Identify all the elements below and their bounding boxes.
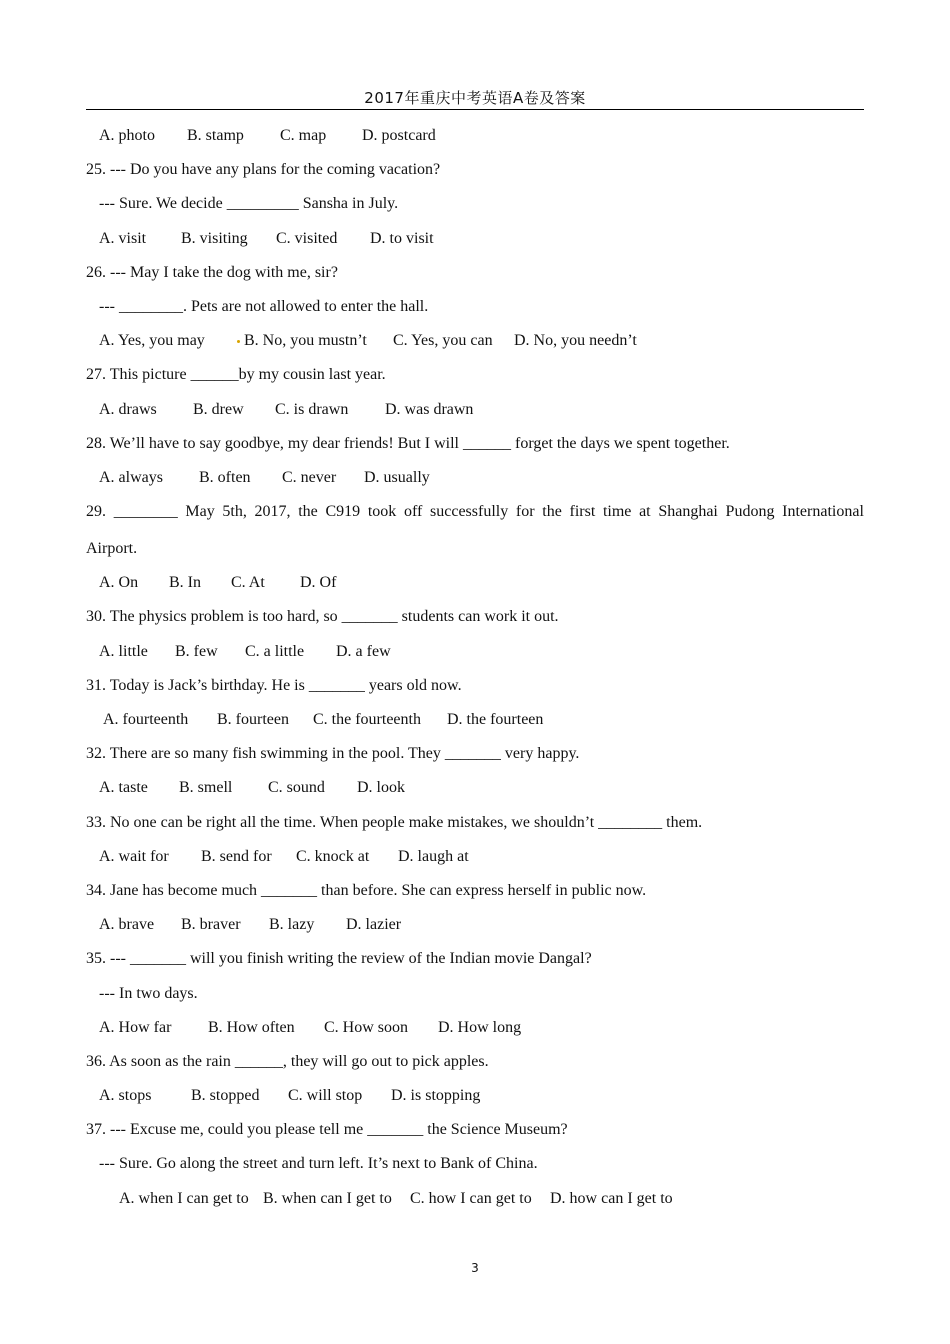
word: Pudong	[725, 503, 775, 521]
options-q33	[86, 846, 864, 880]
question-36: 36. As soon as the rain ______, they will go out to pick apples.	[86, 1052, 489, 1070]
option: D. is stopping	[391, 1087, 481, 1105]
option: B. stopped	[191, 1087, 260, 1105]
option: A. taste	[99, 779, 148, 797]
question-30: 30. The physics problem is too hard, so _______ students can work it out.	[86, 608, 559, 626]
option: D. a few	[336, 642, 391, 660]
option: B. How often	[208, 1018, 295, 1036]
word: 5th,	[222, 503, 247, 521]
option: B. often	[199, 468, 251, 486]
word: International	[782, 503, 864, 521]
options-q32	[86, 777, 864, 811]
option: C. a little	[245, 642, 305, 660]
question-35-answer-line: --- In two days.	[99, 984, 198, 1002]
option: D. usually	[364, 468, 430, 486]
option: B. smell	[179, 779, 233, 797]
word: first	[569, 503, 596, 521]
word: May	[185, 503, 215, 521]
word: for	[515, 503, 535, 521]
word: off	[403, 503, 423, 521]
question-29-first-line	[86, 501, 864, 523]
question-29	[86, 501, 864, 538]
question-26-answer-line: --- ________. Pets are not allowed to enter the hall.	[99, 297, 429, 315]
option: D. look	[357, 779, 405, 797]
option: D. to visit	[370, 229, 434, 247]
word: at	[639, 503, 651, 521]
option: C. sound	[268, 779, 325, 797]
option: C. visited	[276, 229, 338, 247]
option: B. send for	[201, 847, 272, 865]
word: time	[602, 503, 632, 521]
options-q26	[86, 330, 864, 364]
option: A. stops	[99, 1087, 152, 1105]
option: B. fourteen	[217, 711, 289, 728]
option: C. Yes, you can	[393, 332, 493, 350]
question-29-continuation: Airport.	[86, 540, 138, 558]
option: D. how can I get to	[550, 1189, 673, 1207]
options-q36	[86, 1085, 864, 1119]
word: ________	[113, 503, 178, 521]
options-q28	[86, 467, 864, 501]
option: A. visit	[99, 229, 147, 247]
options-q29	[86, 572, 864, 606]
question-34: 34. Jane has become much _______ than before. She can express herself in public now.	[86, 881, 647, 899]
question-33: 33. No one can be right all the time. When people make mistakes, we shouldn’t ________ them.	[86, 813, 703, 831]
option: A. On	[99, 574, 139, 592]
option: A. photo	[99, 127, 155, 144]
option: C. At	[231, 574, 265, 592]
word: Shanghai	[658, 503, 718, 521]
option: B. No, you mustn’t	[244, 332, 367, 350]
options-q34	[86, 914, 864, 948]
option: C. how I can get to	[410, 1189, 532, 1207]
exam-content	[86, 125, 864, 1222]
question-35: 35. --- _______ will you finish writing the review of the Indian movie Dangal?	[86, 950, 592, 968]
option: A. draws	[99, 400, 157, 418]
option: C. map	[280, 127, 327, 144]
option: C. will stop	[288, 1087, 363, 1105]
option: A. wait for	[99, 847, 169, 865]
option: D. the fourteen	[447, 711, 544, 728]
options-q25	[86, 228, 864, 262]
option: C. How soon	[324, 1018, 409, 1036]
option: B. lazy	[269, 916, 315, 934]
option: D. was drawn	[385, 400, 474, 418]
option: D. lazier	[346, 916, 402, 934]
question-27: 27. This picture ______by my cousin last year.	[86, 366, 386, 384]
option: B. few	[175, 642, 218, 660]
option: D. No, you needn’t	[514, 332, 637, 350]
word: successfully	[430, 503, 509, 521]
word: the	[298, 503, 318, 521]
options-q37	[86, 1188, 864, 1222]
word: took	[367, 503, 397, 521]
options-q35	[86, 1017, 864, 1051]
question-26: 26. --- May I take the dog with me, sir?	[86, 263, 338, 281]
option: C. knock at	[296, 847, 370, 865]
header-rule	[86, 109, 864, 110]
option: A. always	[99, 468, 163, 486]
options-q31	[86, 709, 864, 743]
option: B. In	[169, 574, 201, 592]
options-q24	[86, 125, 864, 159]
word: 29.	[86, 503, 106, 521]
option: D. postcard	[362, 127, 436, 144]
option: B. drew	[193, 400, 244, 418]
page-header-title: 2017年重庆中考英语A卷及答案	[364, 89, 586, 107]
question-28: 28. We’ll have to say goodbye, my dear friends! But I will ______ forget the days we spent together.	[86, 434, 730, 452]
word: the	[542, 503, 562, 521]
option: A. brave	[99, 916, 155, 934]
question-37: 37. --- Excuse me, could you please tell me _______ the Science Museum?	[86, 1121, 568, 1139]
option: B. visiting	[181, 229, 248, 247]
question-37-answer-line: --- Sure. Go along the street and turn left. It’s next to Bank of China.	[99, 1155, 538, 1173]
word: C919	[325, 503, 361, 521]
option: D. laugh at	[398, 847, 469, 865]
options-q30	[86, 641, 864, 675]
option: C. the fourteenth	[313, 711, 421, 728]
option: B. stamp	[187, 127, 244, 144]
option: A. fourteenth	[103, 711, 189, 728]
option: B. braver	[181, 916, 241, 934]
option: D. How long	[438, 1018, 522, 1036]
options-q27	[86, 399, 864, 433]
option: D. Of	[300, 574, 337, 592]
option: A. little	[99, 642, 148, 660]
option: A. when I can get to	[119, 1189, 249, 1207]
stray-mark-icon	[237, 340, 240, 343]
question-25-answer-line: --- Sure. We decide _________ Sansha in July.	[99, 195, 399, 213]
question-25: 25. --- Do you have any plans for the coming vacation?	[86, 161, 441, 179]
option: B. when can I get to	[263, 1189, 392, 1207]
option: A. Yes, you may	[99, 332, 205, 350]
question-32: 32. There are so many fish swimming in the pool. They _______ very happy.	[86, 745, 580, 763]
option: A. How far	[99, 1018, 172, 1036]
option: C. is drawn	[275, 400, 349, 418]
question-31: 31. Today is Jack’s birthday. He is _______ years old now.	[86, 676, 462, 694]
option: C. never	[282, 468, 337, 486]
word: 2017,	[254, 503, 291, 521]
page-number: 3	[471, 1261, 479, 1275]
